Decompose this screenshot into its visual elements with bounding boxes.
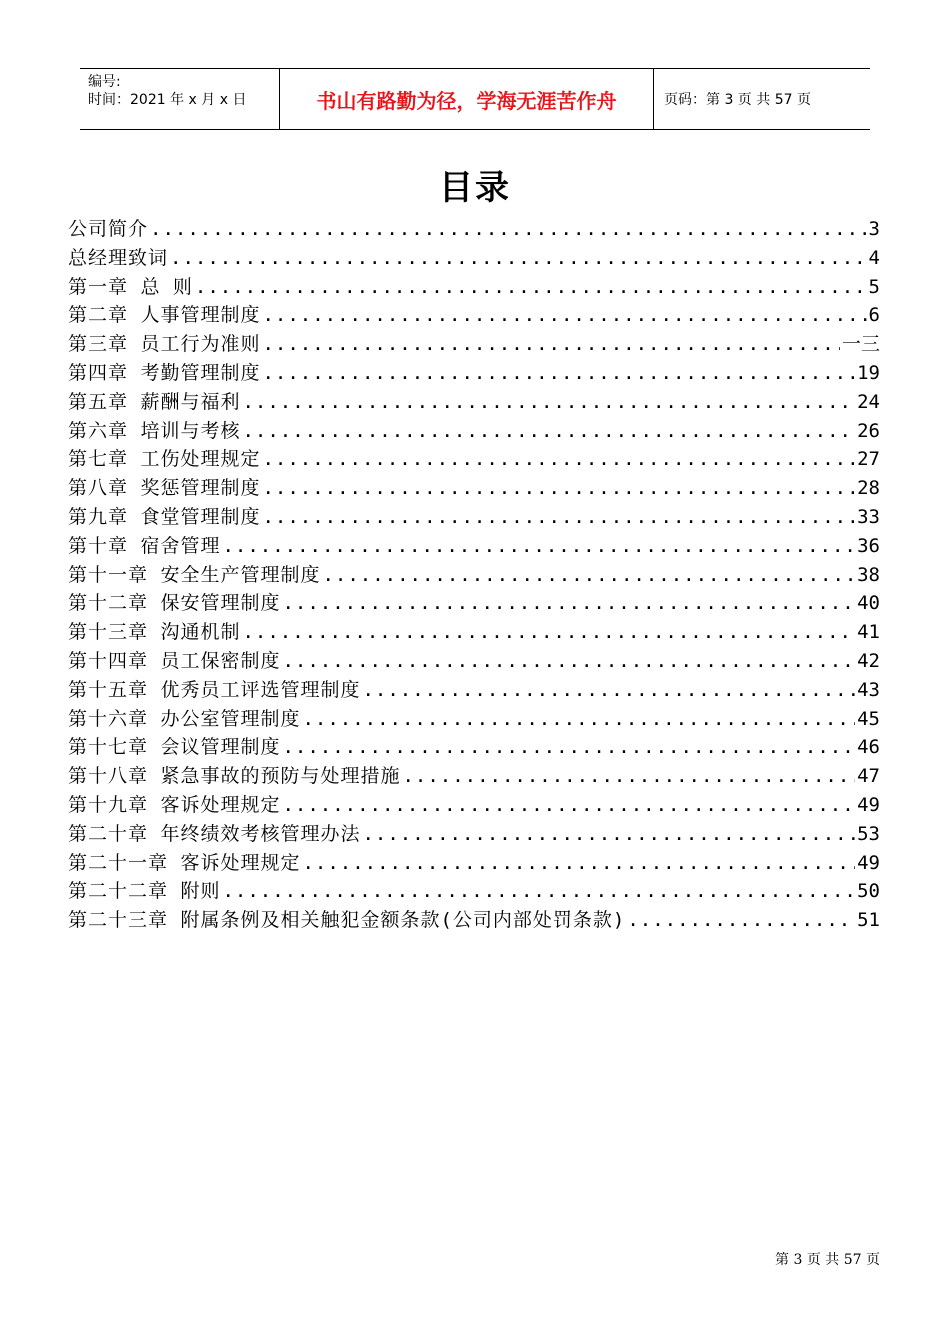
toc-entry-page: 26	[857, 419, 880, 442]
toc-entry-page: 5	[868, 275, 880, 298]
toc-entry-label: 第二十章 年终绩效考核管理办法	[68, 822, 361, 845]
toc-entry-label: 第三章 员工行为准则	[68, 333, 261, 356]
toc-entry-page: 49	[857, 851, 880, 874]
page-header	[80, 68, 870, 130]
header-motto: 书山有路勤为径，学海无涯苦作舟	[280, 69, 654, 129]
toc-dot-leader	[302, 708, 855, 730]
toc-entry-label: 第二十三章 附属条例及相关触犯金额条款(公司内部处罚条款)	[68, 909, 626, 932]
page-footer: 第 3 页 共 57 页	[775, 1252, 880, 1268]
toc-entry-label: 第四章 考勤管理制度	[68, 361, 261, 384]
header-number-label: 编号:	[88, 74, 121, 90]
toc-entry-page: 36	[857, 534, 880, 557]
toc-entry-label: 第十八章 紧急事故的预防与处理措施	[68, 765, 401, 788]
toc-entry[interactable]	[68, 214, 880, 243]
toc-entry-page: 40	[857, 592, 880, 615]
toc-entry[interactable]	[68, 588, 880, 617]
toc-entry-label: 第二章 人事管理制度	[68, 304, 261, 327]
toc-dot-leader	[282, 794, 855, 816]
toc-entry-page: 43	[857, 678, 880, 701]
toc-entry[interactable]	[68, 531, 880, 560]
toc-entry[interactable]	[68, 444, 880, 473]
toc-entry[interactable]	[68, 617, 880, 646]
toc-dot-leader	[262, 477, 855, 499]
toc-dot-leader	[282, 592, 855, 614]
toc-dot-leader	[362, 823, 855, 845]
toc-entry-label: 总经理致词	[68, 246, 169, 269]
toc-dot-leader	[242, 420, 855, 442]
toc-entry-page: 45	[857, 707, 880, 730]
toc-entry[interactable]	[68, 358, 880, 387]
toc-entry-page: 27	[857, 448, 880, 471]
header-time-label: 时间：2021 年 x 月 x 日	[88, 92, 247, 108]
toc-entry-label: 第七章 工伤处理规定	[68, 448, 261, 471]
toc-entry[interactable]	[68, 790, 880, 819]
toc-entry[interactable]	[68, 272, 880, 301]
toc-entry[interactable]	[68, 387, 880, 416]
toc-dot-leader	[627, 909, 855, 931]
toc-entry-page: 46	[857, 736, 880, 759]
toc-entry-page: 49	[857, 793, 880, 816]
header-page-info: 页码：第 3 页 共 57 页	[664, 92, 811, 108]
toc-dot-leader	[262, 448, 855, 470]
toc-dot-leader	[262, 362, 855, 384]
toc-entry-label: 第二十一章 客诉处理规定	[68, 851, 301, 874]
toc-dot-leader	[222, 535, 855, 557]
toc-entry-label: 第十五章 优秀员工评选管理制度	[68, 678, 361, 701]
toc-dot-leader	[222, 880, 855, 902]
toc-entry[interactable]	[68, 329, 880, 358]
toc-entry-label: 第十章 宿舍管理	[68, 534, 221, 557]
toc-entry-label: 第十六章 办公室管理制度	[68, 707, 301, 730]
toc-entry[interactable]	[68, 704, 880, 733]
toc-entry-label: 第十九章 客诉处理规定	[68, 793, 281, 816]
toc-entry-page: 4	[868, 246, 880, 269]
toc-entry-page: 51	[857, 909, 880, 932]
toc-dot-leader	[322, 564, 855, 586]
toc-entry-label: 第十一章 安全生产管理制度	[68, 563, 321, 586]
toc-dot-leader	[150, 218, 867, 240]
toc-dot-leader	[302, 852, 855, 874]
toc-entry-page: 28	[857, 477, 880, 500]
toc-entry-page: 38	[857, 563, 880, 586]
toc-entry[interactable]	[68, 416, 880, 445]
toc-entry-page: 41	[857, 621, 880, 644]
toc-dot-leader	[242, 391, 855, 413]
toc-entry-label: 第十二章 保安管理制度	[68, 592, 281, 615]
toc-dot-leader	[195, 276, 867, 298]
toc-entry-label: 第五章 薪酬与福利	[68, 390, 241, 413]
toc-entry-label: 第十七章 会议管理制度	[68, 736, 281, 759]
toc-entry-label: 第十四章 员工保密制度	[68, 649, 281, 672]
toc-entry[interactable]	[68, 560, 880, 589]
toc-dot-leader	[282, 650, 855, 672]
toc-entry-label: 第一章 总 则	[68, 275, 193, 298]
toc-entry-page: 47	[857, 765, 880, 788]
toc-entry-page: 50	[857, 880, 880, 903]
toc-entry[interactable]	[68, 300, 880, 329]
toc-dot-leader	[262, 333, 840, 355]
toc-entry-page: 53	[857, 822, 880, 845]
toc-dot-leader	[262, 506, 855, 528]
toc-entry-page: 一三	[841, 333, 880, 356]
toc-entry[interactable]	[68, 732, 880, 761]
toc-entry[interactable]	[68, 761, 880, 790]
toc-entry-page: 33	[857, 505, 880, 528]
toc-entry[interactable]	[68, 876, 880, 905]
toc-entry-label: 第九章 食堂管理制度	[68, 505, 261, 528]
toc-entry[interactable]	[68, 646, 880, 675]
toc-entry-page: 24	[857, 390, 880, 413]
toc-entry[interactable]	[68, 848, 880, 877]
toc-entry[interactable]	[68, 243, 880, 272]
table-of-contents	[68, 214, 880, 934]
toc-entry-page: 19	[857, 361, 880, 384]
toc-entry-label: 第二十二章 附则	[68, 880, 221, 903]
toc-entry-page: 6	[868, 304, 880, 327]
toc-dot-leader	[282, 736, 855, 758]
toc-entry[interactable]	[68, 502, 880, 531]
toc-entry[interactable]	[68, 473, 880, 502]
toc-dot-leader	[402, 765, 855, 787]
toc-entry[interactable]	[68, 905, 880, 934]
toc-entry[interactable]	[68, 675, 880, 704]
toc-entry-page: 3	[868, 218, 880, 240]
toc-dot-leader	[262, 304, 866, 326]
toc-entry[interactable]	[68, 819, 880, 848]
toc-dot-leader	[362, 679, 855, 701]
toc-dot-leader	[170, 247, 867, 269]
toc-entry-label: 第八章 奖惩管理制度	[68, 477, 261, 500]
toc-entry-label: 第十三章 沟通机制	[68, 621, 241, 644]
toc-dot-leader	[242, 621, 855, 643]
toc-entry-label: 公司简介	[68, 218, 149, 240]
toc-entry-page: 42	[857, 649, 880, 672]
header-meta	[80, 69, 280, 129]
toc-entry-label: 第六章 培训与考核	[68, 419, 241, 442]
document-title: 目录	[439, 168, 511, 208]
